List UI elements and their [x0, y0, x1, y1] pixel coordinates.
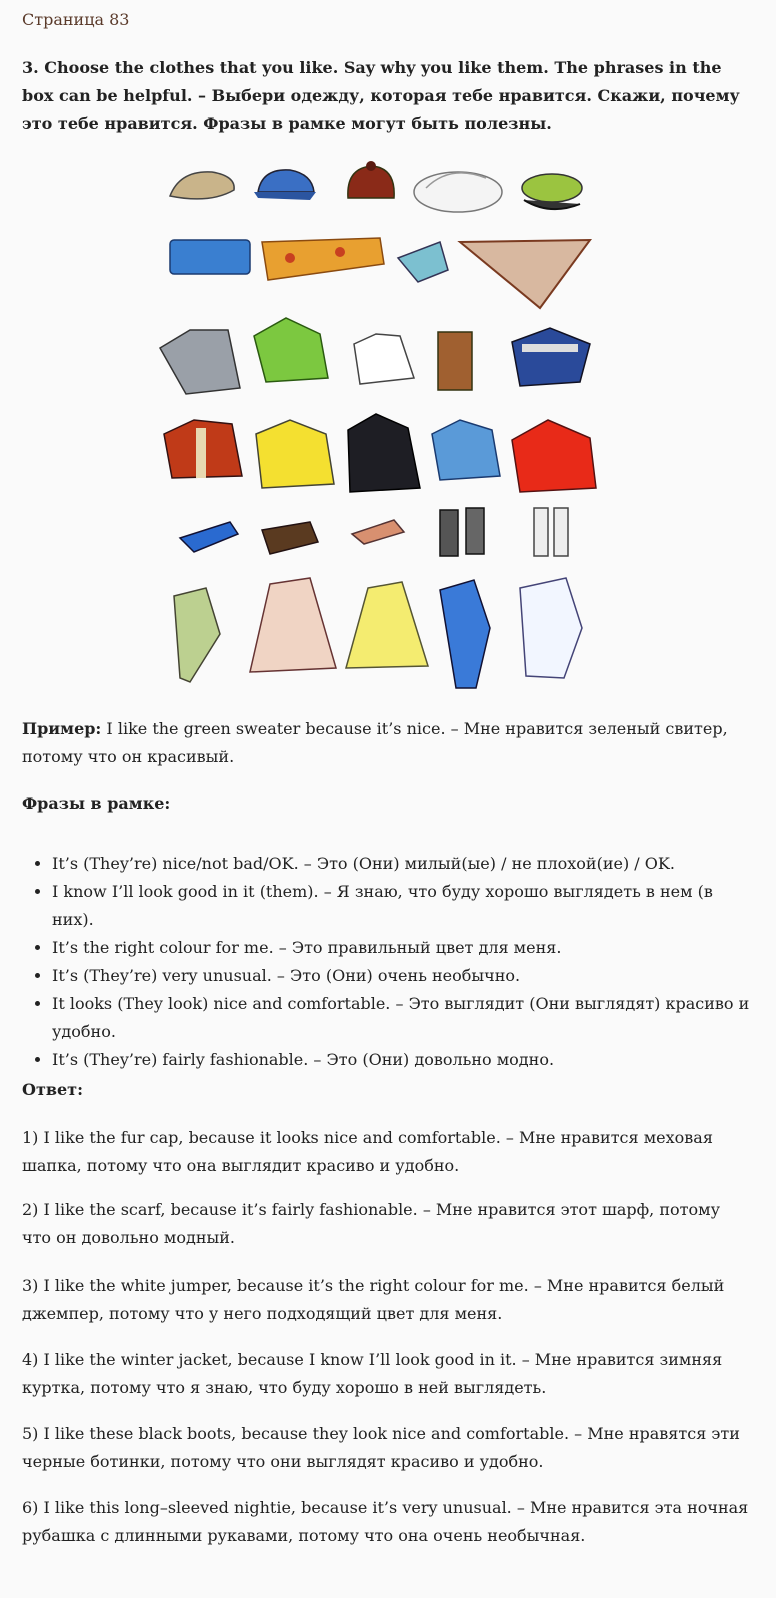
- red-down-jacket-icon: [512, 420, 596, 492]
- headscarf-icon: [398, 242, 448, 282]
- white-pyjamas-icon: [520, 578, 582, 678]
- blue-shoes-icon: [180, 522, 238, 552]
- military-cap-icon: [522, 174, 582, 209]
- example-label: Пример:: [22, 719, 102, 738]
- answer-item: 5) I like these black boots, because they look nice and comfortable. – Мне нравятся эти черные ботинки, потому что они выглядят красиво и удобно.: [22, 1424, 740, 1471]
- flat-cap-icon: [170, 172, 234, 199]
- black-coat-icon: [348, 414, 420, 492]
- answer-item: 2) I like the scarf, because it’s fairly fashionable. – Мне нравится этот шарф, потому что он довольно модный.: [22, 1200, 720, 1247]
- blue-scarf-icon: [170, 240, 250, 274]
- answer-item: 1) I like the fur cap, because it looks nice and comfortable. – Мне нравится меховая шапка, потому что она выглядит красиво и удобно.: [22, 1128, 713, 1175]
- phrases-heading: Фразы в рамке:: [22, 794, 171, 813]
- black-boots-icon: [440, 508, 484, 556]
- phrase-item: • It’s the right colour for me. – Это правильный цвет для меня.: [52, 934, 757, 962]
- example-paragraph: [22, 715, 752, 771]
- knit-hat-icon: [348, 161, 394, 198]
- phrase-item: • It’s (They’re) nice/not bad/OK. – Это (Они) милый(ые) / не плохой(ие) / OK.: [52, 850, 757, 878]
- phrase-item: • It’s (They’re) very unusual. – Это (Они) очень необычно.: [52, 962, 757, 990]
- phrase-item: • I know I’ll look good in it (them). – Я знаю, что буду хорошо выглядеть в нем (в них).: [52, 878, 757, 934]
- phrase-item: • It looks (They look) nice and comfortable. – Это выглядит (Они выглядят) красиво и удобно.: [52, 990, 757, 1046]
- yellow-jacket-icon: [256, 420, 334, 488]
- rubber-boots-icon: [534, 508, 568, 556]
- yellow-nightdress-icon: [346, 582, 428, 668]
- clothes-illustration: [150, 158, 610, 698]
- nightie-icon: [250, 578, 336, 672]
- blue-patterned-sweater-icon: [512, 328, 590, 386]
- example-text: I like the green sweater because it’s nice. – Мне нравится зеленый свитер, потому что он красивый.: [22, 719, 728, 766]
- answer-heading: Ответ:: [22, 1080, 83, 1099]
- striped-sweater-icon: [438, 332, 472, 390]
- answer-item: 3) I like the white jumper, because it’s the right colour for me. – Мне нравится белый джемпер, потому что у него подходящий цвет для меня.: [22, 1276, 725, 1323]
- green-sweater-icon: [254, 318, 328, 382]
- blue-pyjamas-icon: [440, 580, 490, 688]
- phrases-list: [22, 850, 757, 1074]
- white-jumper-icon: [354, 334, 414, 384]
- shawl-icon: [460, 240, 590, 308]
- baseball-cap-icon: [254, 170, 316, 200]
- page-label: Страница 83: [22, 10, 130, 29]
- heeled-shoes-icon: [352, 520, 404, 544]
- shorts-pyjamas-icon: [174, 588, 220, 682]
- answer-item: 4) I like the winter jacket, because I know I’ll look good in it. – Мне нравится зимняя куртка, потому что я знаю, что буду хорошо в ней выглядеть.: [22, 1350, 723, 1397]
- fur-cap-icon: [414, 172, 502, 212]
- phrase-item: • It’s (They’re) fairly fashionable. – Это (Они) довольно модно.: [52, 1046, 757, 1074]
- denim-jacket-icon: [432, 420, 500, 480]
- task-text: 3. Choose the clothes that you like. Say why you like them. The phrases in the box can be helpful. – Выбери одежду, которая тебе нравится. Скажи, почему это тебе нравится. Фразы в рамке могут быть полезны.: [22, 58, 740, 133]
- answer-item: 6) I like this long–sleeved nightie, because it’s very unusual. – Мне нравится эта ночная рубашка с длинными рукавами, потому что она очень необычная.: [22, 1498, 749, 1545]
- grey-sweater-icon: [160, 330, 240, 394]
- brown-shoes-icon: [262, 522, 318, 554]
- orange-scarf-icon: [262, 238, 384, 280]
- winter-jacket-icon: [164, 420, 242, 478]
